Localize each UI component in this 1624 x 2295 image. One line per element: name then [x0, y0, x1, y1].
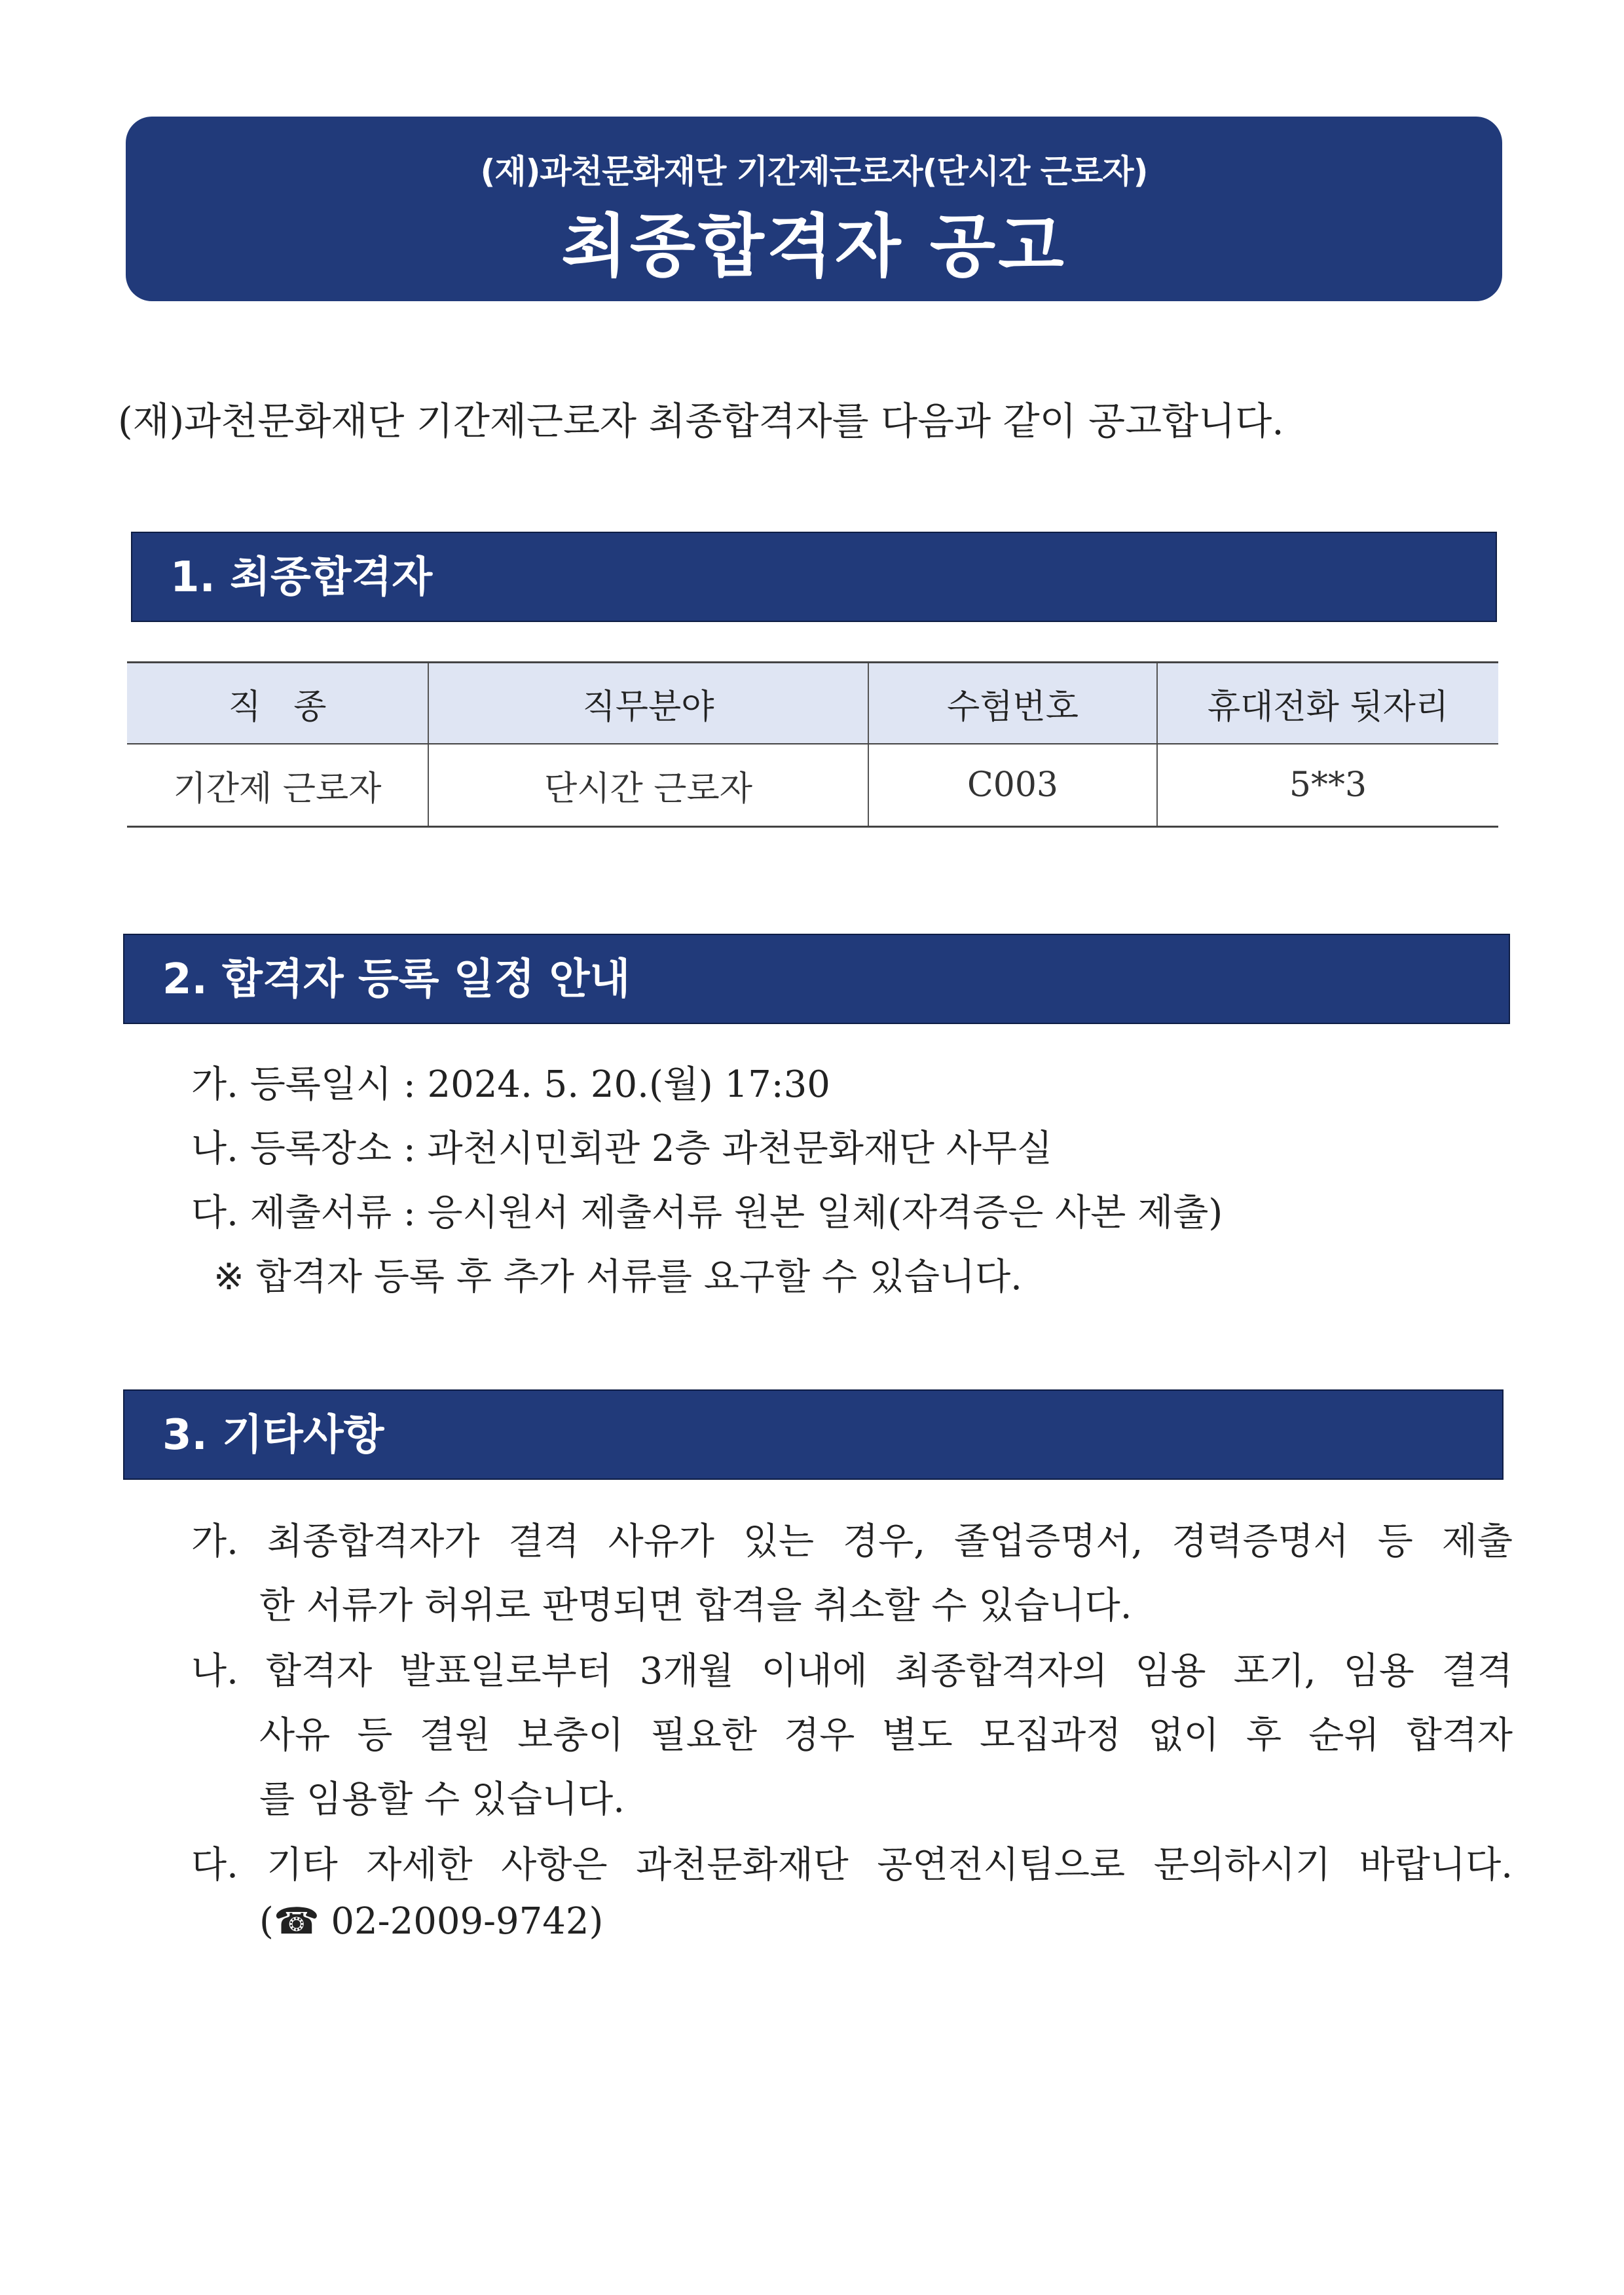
banner-title: 최종합격자 공고	[561, 206, 1067, 286]
intro-text: (재)과천문화재단 기간제근로자 최종합격자를 다음과 같이 공고합니다.	[118, 399, 1284, 443]
required-documents: 다. 제출서류 : 응시원서 제출서류 원본 일체(자격증은 사본 제출)	[191, 1192, 1223, 1234]
table-header-row	[127, 663, 1498, 744]
header-exam-number: 수험번호	[868, 663, 1157, 744]
phone-icon: ☎	[273, 1900, 320, 1943]
header-phone-digits: 휴대전화 뒷자리	[1157, 663, 1498, 744]
contact-phone	[259, 1900, 603, 1943]
cell-phone-digits: 5**3	[1157, 744, 1498, 827]
cell-job-field: 단시간 근로자	[428, 744, 868, 827]
other-item-c-line1: 다. 기타 자세한 사항은 과천문화재단 공연전시팀으로 문의하시기 바랍니다.	[191, 1844, 1513, 1886]
section1-heading: 1. 최종합격자	[131, 532, 1497, 622]
result-table	[127, 661, 1498, 828]
registration-datetime: 가. 등록일시 : 2024. 5. 20.(월) 17:30	[191, 1063, 830, 1106]
other-item-b-line2: 사유 등 결원 보충이 필요한 경우 별도 모집과정 없이 후 순위 합격자	[259, 1714, 1513, 1757]
header-job-type: 직 종	[127, 663, 428, 744]
phone-number: 02-2009-9742)	[319, 1900, 604, 1943]
header-job-field: 직무분야	[428, 663, 868, 744]
registration-place: 나. 등록장소 : 과천시민회관 2층 과천문화재단 사무실	[191, 1128, 1053, 1170]
table-row	[127, 744, 1498, 827]
registration-note	[213, 1248, 1022, 1300]
other-item-b-line1: 나. 합격자 발표일로부터 3개월 이내에 최종합격자의 임용 포기, 임용 결격	[191, 1650, 1513, 1693]
note-text: 합격자 등록 후 추가 서류를 요구할 수 있습니다.	[255, 1256, 1022, 1298]
title-banner	[126, 117, 1502, 301]
cell-job-type: 기간제 근로자	[127, 744, 428, 827]
other-item-a-line1: 가. 최종합격자가 결격 사유가 있는 경우, 졸업증명서, 경력증명서 등 제출	[191, 1520, 1513, 1563]
other-item-a-line2: 한 서류가 허위로 판명되면 합격을 취소할 수 있습니다.	[259, 1585, 1132, 1627]
note-mark: ※	[213, 1256, 244, 1298]
other-item-b-line3: 를 임용할 수 있습니다.	[259, 1778, 625, 1821]
cell-exam-number: C003	[868, 744, 1157, 827]
section2-heading: 2. 합격자 등록 일정 안내	[123, 934, 1510, 1024]
phone-open-paren: (	[259, 1900, 274, 1943]
banner-subtitle: (재)과천문화재단 기간제근로자(단시간 근로자)	[480, 153, 1148, 191]
section3-heading: 3. 기타사항	[123, 1389, 1504, 1480]
